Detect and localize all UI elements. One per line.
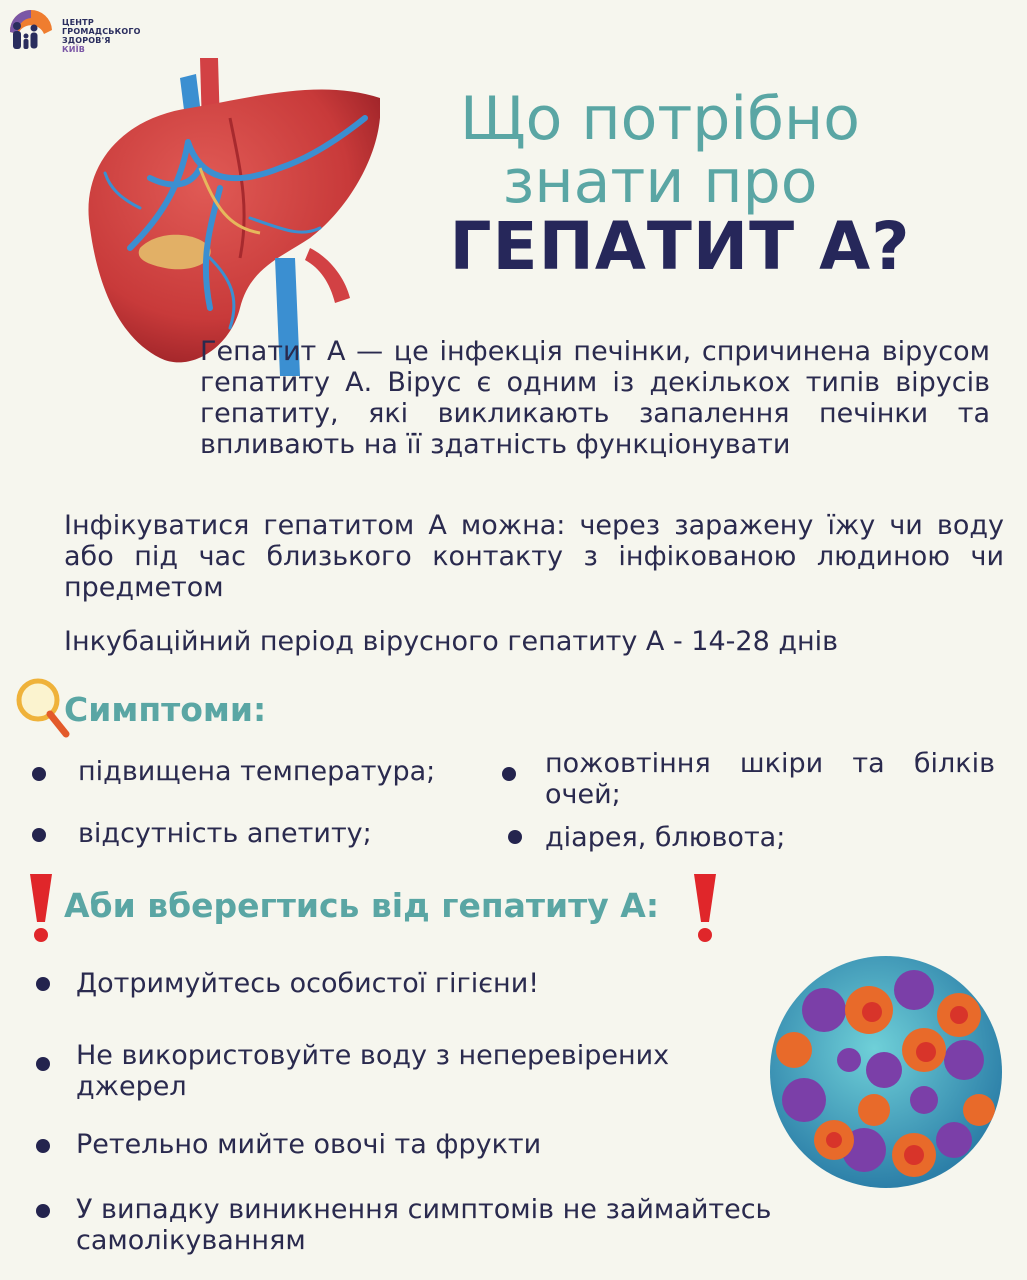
title-line-1: Що потрібно xyxy=(460,84,860,154)
prevention-heading: Аби вберегтись від гепатиту А: xyxy=(64,886,660,925)
bullet-icon xyxy=(36,1139,50,1153)
bullet-icon xyxy=(508,830,522,844)
prevention-item: Не використовуйте воду з неперевірених джерел xyxy=(76,1040,670,1102)
logo-line: ГРОМАДСЬКОГО xyxy=(62,27,141,36)
intro-paragraph: Гепатит А — це інфекція печінки, спричинена вірусом гепатиту А. Вірус є одним із декількох типів вірусів гепатиту, які викликають запалення печінки та впливають на її здатність функціонувати xyxy=(200,336,990,460)
bullet-icon xyxy=(36,977,50,991)
prevention-item: У випадку виникнення симптомів не займайтесь самолікуванням xyxy=(76,1194,772,1256)
bullet-icon xyxy=(36,1057,50,1071)
exclamation-icon xyxy=(690,872,720,944)
logo-city: КИЇВ xyxy=(62,45,86,54)
magnifier-icon xyxy=(14,676,70,738)
incubation-paragraph: Інкубаційний період вірусного гепатиту А - 14-28 днів xyxy=(64,626,839,657)
liver-illustration xyxy=(80,58,380,376)
logo-line: ЦЕНТР xyxy=(62,18,94,27)
title-line-2: знати про xyxy=(502,147,818,217)
bullet-icon xyxy=(32,767,46,781)
symptom-item: пожовтіння шкіри та білків очей; xyxy=(545,748,995,810)
prevention-item: Дотримуйтесь особистої гігієни! xyxy=(76,968,540,999)
virus-illustration xyxy=(764,950,1008,1194)
bullet-icon xyxy=(502,767,516,781)
prevention-item: Ретельно мийте овочі та фрукти xyxy=(76,1129,542,1160)
symptoms-heading: Симптоми: xyxy=(64,690,267,729)
bullet-icon xyxy=(32,828,46,842)
title-main: ГЕПАТИТ А? xyxy=(449,208,911,285)
transmission-paragraph: Інфікуватися гепатитом А можна: через заражену їжу чи воду або під час близького контакту з інфікованою людиною чи предметом xyxy=(64,510,1004,603)
logo-mark-icon xyxy=(4,4,58,58)
logo-text xyxy=(62,18,141,54)
bullet-icon xyxy=(36,1204,50,1218)
symptom-item: відсутність апетиту; xyxy=(78,818,372,849)
logo xyxy=(4,4,144,62)
exclamation-icon xyxy=(26,872,56,944)
symptom-item: діарея, блювота; xyxy=(545,822,786,853)
symptom-item: підвищена температура; xyxy=(78,756,436,787)
logo-line: ЗДОРОВ'Я xyxy=(62,36,111,45)
